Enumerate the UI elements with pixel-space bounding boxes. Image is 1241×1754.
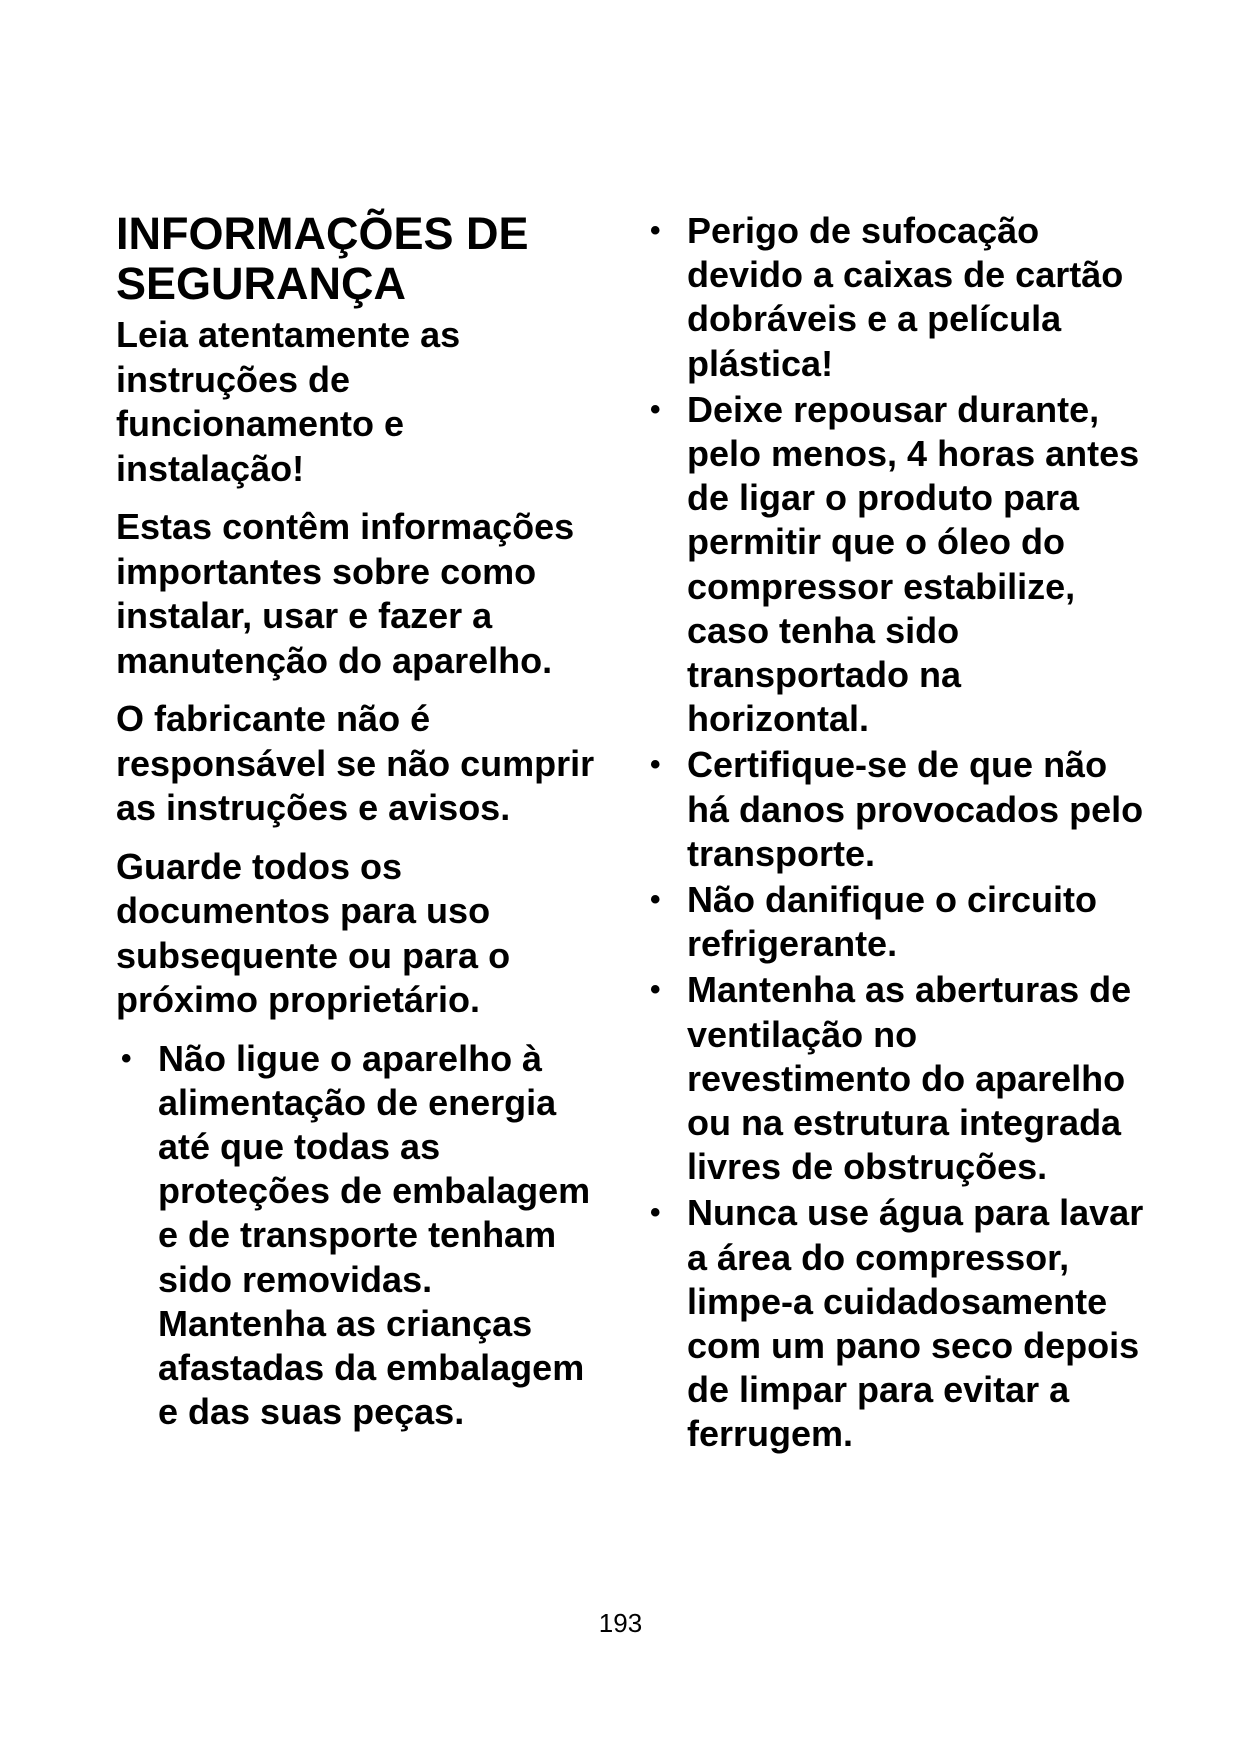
- intro-paragraph: O fabricante não é responsável se não cumprir as instruções e avisos.: [116, 698, 595, 828]
- bullet-item: [645, 388, 1145, 742]
- bullet-item: [116, 1037, 596, 1435]
- bullet-dot: •: [650, 214, 661, 247]
- bullet-text: Perigo de sufocação devido a caixas de cartão dobráveis e a película plástica!: [687, 210, 1124, 384]
- bullet-dot: •: [650, 1196, 661, 1230]
- right-bullet-list: [645, 209, 1145, 1457]
- bullet-dot: •: [650, 973, 661, 1007]
- page-number: 193: [598, 1608, 643, 1638]
- left-column: [116, 209, 596, 1436]
- bullet-item: [645, 878, 1145, 966]
- intro-paragraph: Estas contêm informações importantes sobre como instalar, usar e fazer a manutenção do aparelho.: [116, 506, 575, 681]
- bullet-text: Deixe repousar durante, pelo menos, 4 horas antes de ligar o produto para permitir que o óleo do compressor estabilize, caso tenha sido transportado na horizontal.: [687, 388, 1140, 740]
- bullet-text: Não danifique o circuito refrigerante.: [687, 879, 1098, 965]
- bullet-text: Não ligue o aparelho à alimentação de energia até que todas as proteções de embalagem e de transporte tenham sido removidas. Mantenha as crianças afastadas da embalagem e das suas peças.: [158, 1037, 591, 1433]
- right-column: [645, 209, 1145, 1459]
- bullet-item: [645, 968, 1145, 1189]
- bullet-item: [645, 1191, 1145, 1456]
- intro-paragraph: Guarde todos os documentos para uso subsequente ou para o próximo proprietário.: [116, 845, 511, 1020]
- bullet-dot: •: [650, 883, 661, 917]
- bullet-dot: •: [650, 748, 661, 782]
- page-title: INFORMAÇÕES DE SEGURANÇA: [116, 208, 529, 309]
- bullet-item: [645, 743, 1145, 876]
- bullet-text: Nunca use água para lavar a área do compressor, limpe-a cuidadosamente com um pano seco depois de limpar para evitar a ferrugem.: [687, 1192, 1144, 1455]
- bullet-text: Mantenha as aberturas de ventilação no revestimento do aparelho ou na estrutura integrada livres de obstruções.: [687, 969, 1132, 1188]
- bullet-dot: •: [650, 392, 661, 426]
- bullet-dot: •: [121, 1041, 132, 1075]
- bullet-text: Certifique-se de que não há danos provocados pelo transporte.: [687, 744, 1144, 874]
- left-bullet-list: [116, 1037, 596, 1435]
- bullet-item: [645, 209, 1145, 386]
- intro-paragraph: Leia atentamente as instruções de funcionamento e instalação!: [116, 314, 461, 489]
